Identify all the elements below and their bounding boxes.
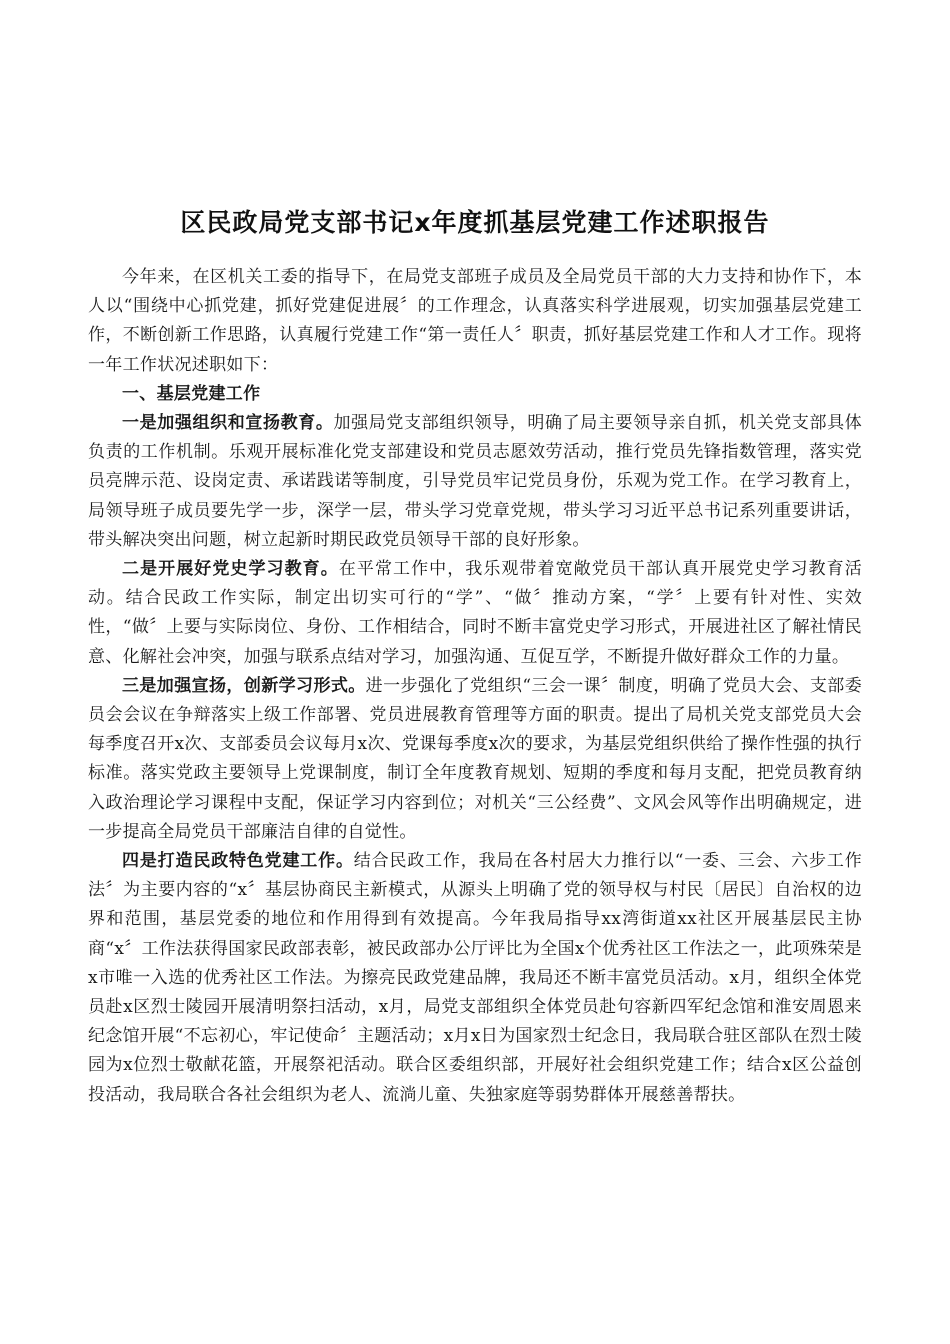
item-text-2: 在平常工作中，我乐观带着宽敞党员干部认真开展党史学习教育活动。结合民政工作实际，制定出切实可行的“学”、“做〞推动方案，“学〞上要有针对性、实效性，“做〞上要与实际岗位、身份、工作相结合，同时不断丰富党史学习形式，开展进社区了解社情民意、化解社会冲突，加强与联系点结对学习，加强沟通、互促互学，不断提升做好群众工作的力量。: [88, 559, 862, 667]
intro-paragraph: 今年来，在区机关工委的指导下，在局党支部班子成员及全局党员干部的大力支持和协作下，本人以“围绕中心抓党建，抓好党建促进展〞的工作理念，认真落实科学进展观，切实加强基层党建工作，不断创新工作思路，认真履行党建工作“第一责任人〞职责，抓好基层党建工作和人才工作。现将一年工作状况述职如下：: [88, 267, 862, 375]
item-text-4: 结合民政工作，我局在各村居大力推行以“一委、三会、六步工作法〞为主要内容的“x〞基层协商民主新模式，从源头上明确了党的领导权与村民〔居民〕自治权的边界和范围，基层党委的地位和作用得到有效提高。今年我局指导xx湾街道xx社区开展基层民主协商“x〞工作法获得国家民政部表彰，被民政部办公厅评比为全国x个优秀社区工作法之一，此项殊荣是x市唯一入选的优秀社区工作法。为擦亮民政党建品牌，我局还不断丰富党员活动。x月，组织全体党员赴x区烈士陵园开展清明祭扫活动，x月，局党支部组织全体党员赴句容新四军纪念馆和淮安周恩来纪念馆开展“不忘初心，牢记使命〞主题活动；x月x日为国家烈士纪念日，我局联合驻区部队在烈士陵园为x位烈士敬献花篮，开展祭祀活动。联合区委组织部，开展好社会组织党建工作；结合x区公益创投活动，我局联合各社会组织为老人、流淌儿童、失独家庭等弱势群体开展慈善帮扶。: [88, 851, 862, 1105]
item-lead-4: 四是打造民政特色党建工作。: [122, 851, 354, 872]
item-paragraph-3: [88, 672, 862, 847]
item-paragraph-4: [88, 847, 862, 1110]
item-lead-2: 二是开展好党史学习教育。: [122, 559, 339, 580]
item-text-3: 进一步强化了党组织“三会一课〞制度，明确了党员大会、支部委员会会议在争辩落实上级工作部署、党员进展教育管理等方面的职责。提出了局机关党支部党员大会每季度召开x次、支部委员会议每月x次、党课每季度x次的要求，为基层党组织供给了操作性强的执行标准。落实党政主要领导上党课制度，制订全年度教育规划、短期的季度和每月支配，把党员教育纳入政治理论学习课程中支配，保证学习内容到位；对机关“三公经费”、文风会风等作出明确规定，进一步提高全局党员干部廉洁自律的自觉性。: [88, 675, 862, 842]
item-paragraph-1: [88, 409, 862, 555]
item-paragraph-2: [88, 555, 862, 672]
document-page: [88, 203, 862, 1110]
document-title: 区民政局党支部书记x年度抓基层党建工作述职报告: [180, 208, 770, 237]
section-heading-1: 一、基层党建工作: [122, 383, 261, 404]
item-lead-3: 三是加强宣扬，创新学习形式。: [122, 675, 366, 696]
item-text-1: 加强局党支部组织领导，明确了局主要领导亲自抓，机关党支部具体负责的工作机制。乐观开展标准化党支部建设和党员志愿效劳活动，推行党员先锋指数管理，落实党员亮牌示范、设岗定责、承诺践诺等制度，引导党员牢记党员身份，乐观为党工作。在学习教育上，局领导班子成员要先学一步，深学一层，带头学习党章党规，带头学习习近平总书记系列重要讲话，带头解决突出问题，树立起新时期民政党员领导干部的良好形象。: [88, 413, 863, 550]
item-lead-1: 一是加强组织和宣扬教育。: [122, 413, 334, 434]
